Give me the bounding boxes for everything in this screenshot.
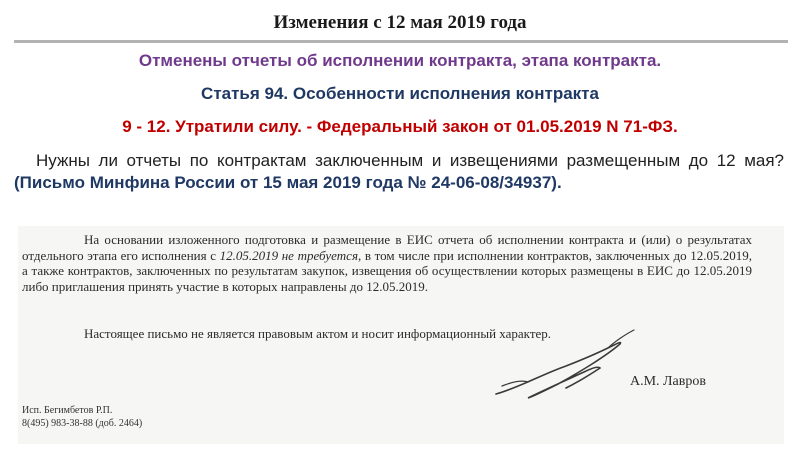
cancelled-reports-line: Отменены отчеты об исполнении контракта, этапа контракта. [138, 51, 662, 70]
slide-title: Изменения с 12 мая 2019 года [273, 12, 527, 33]
letter-excerpt [18, 226, 784, 444]
question-paragraph [14, 150, 784, 194]
letter-p1-emphasis: 12.05.2019 не требуется [219, 247, 358, 263]
letter-p1-end: , в том числе при исполнении контрактов, заключенных до 12.05.2019, а также контрактов, заключенных по результатам закупок, извещения об осуществлении которых размещены в ЕИС до 12.05.2019 либо приглашения принять участие в которых направлены до 12.05.2019. [22, 247, 752, 294]
title-divider [14, 40, 788, 43]
article-94-heading: Статья 94. Особенности исполнения контракта [201, 84, 599, 103]
executor-block [22, 404, 142, 430]
executor-name: Исп. Бегимбетов Р.П. [22, 405, 113, 416]
letter-paragraph-2: Настоящее письмо не является правовым актом и носит информационный характер. [84, 326, 552, 341]
executor-phone: 8(495) 983-38-88 (доб. 2464) [22, 418, 143, 429]
letter-reference: (Письмо Минфина России от 15 мая 2019 года № 24-06-08/34937). [14, 173, 562, 192]
signer-name: А.М. Лавров [630, 374, 706, 389]
letter-paragraph-1 [22, 232, 752, 294]
question-text: Нужны ли отчеты по контрактам заключенным и извещениями размещенным до 12 мая? [36, 151, 784, 170]
handwritten-signature [488, 326, 638, 406]
letter-p1-start: На основании изложенного подготовка и размещение в ЕИС отчета об исполнении контракта и (или) о результатах отдельного этапа его исполнения с [22, 232, 752, 263]
repealed-line: 9 - 12. Утратили силу. - Федеральный закон от 01.05.2019 N 71-ФЗ. [122, 117, 678, 136]
